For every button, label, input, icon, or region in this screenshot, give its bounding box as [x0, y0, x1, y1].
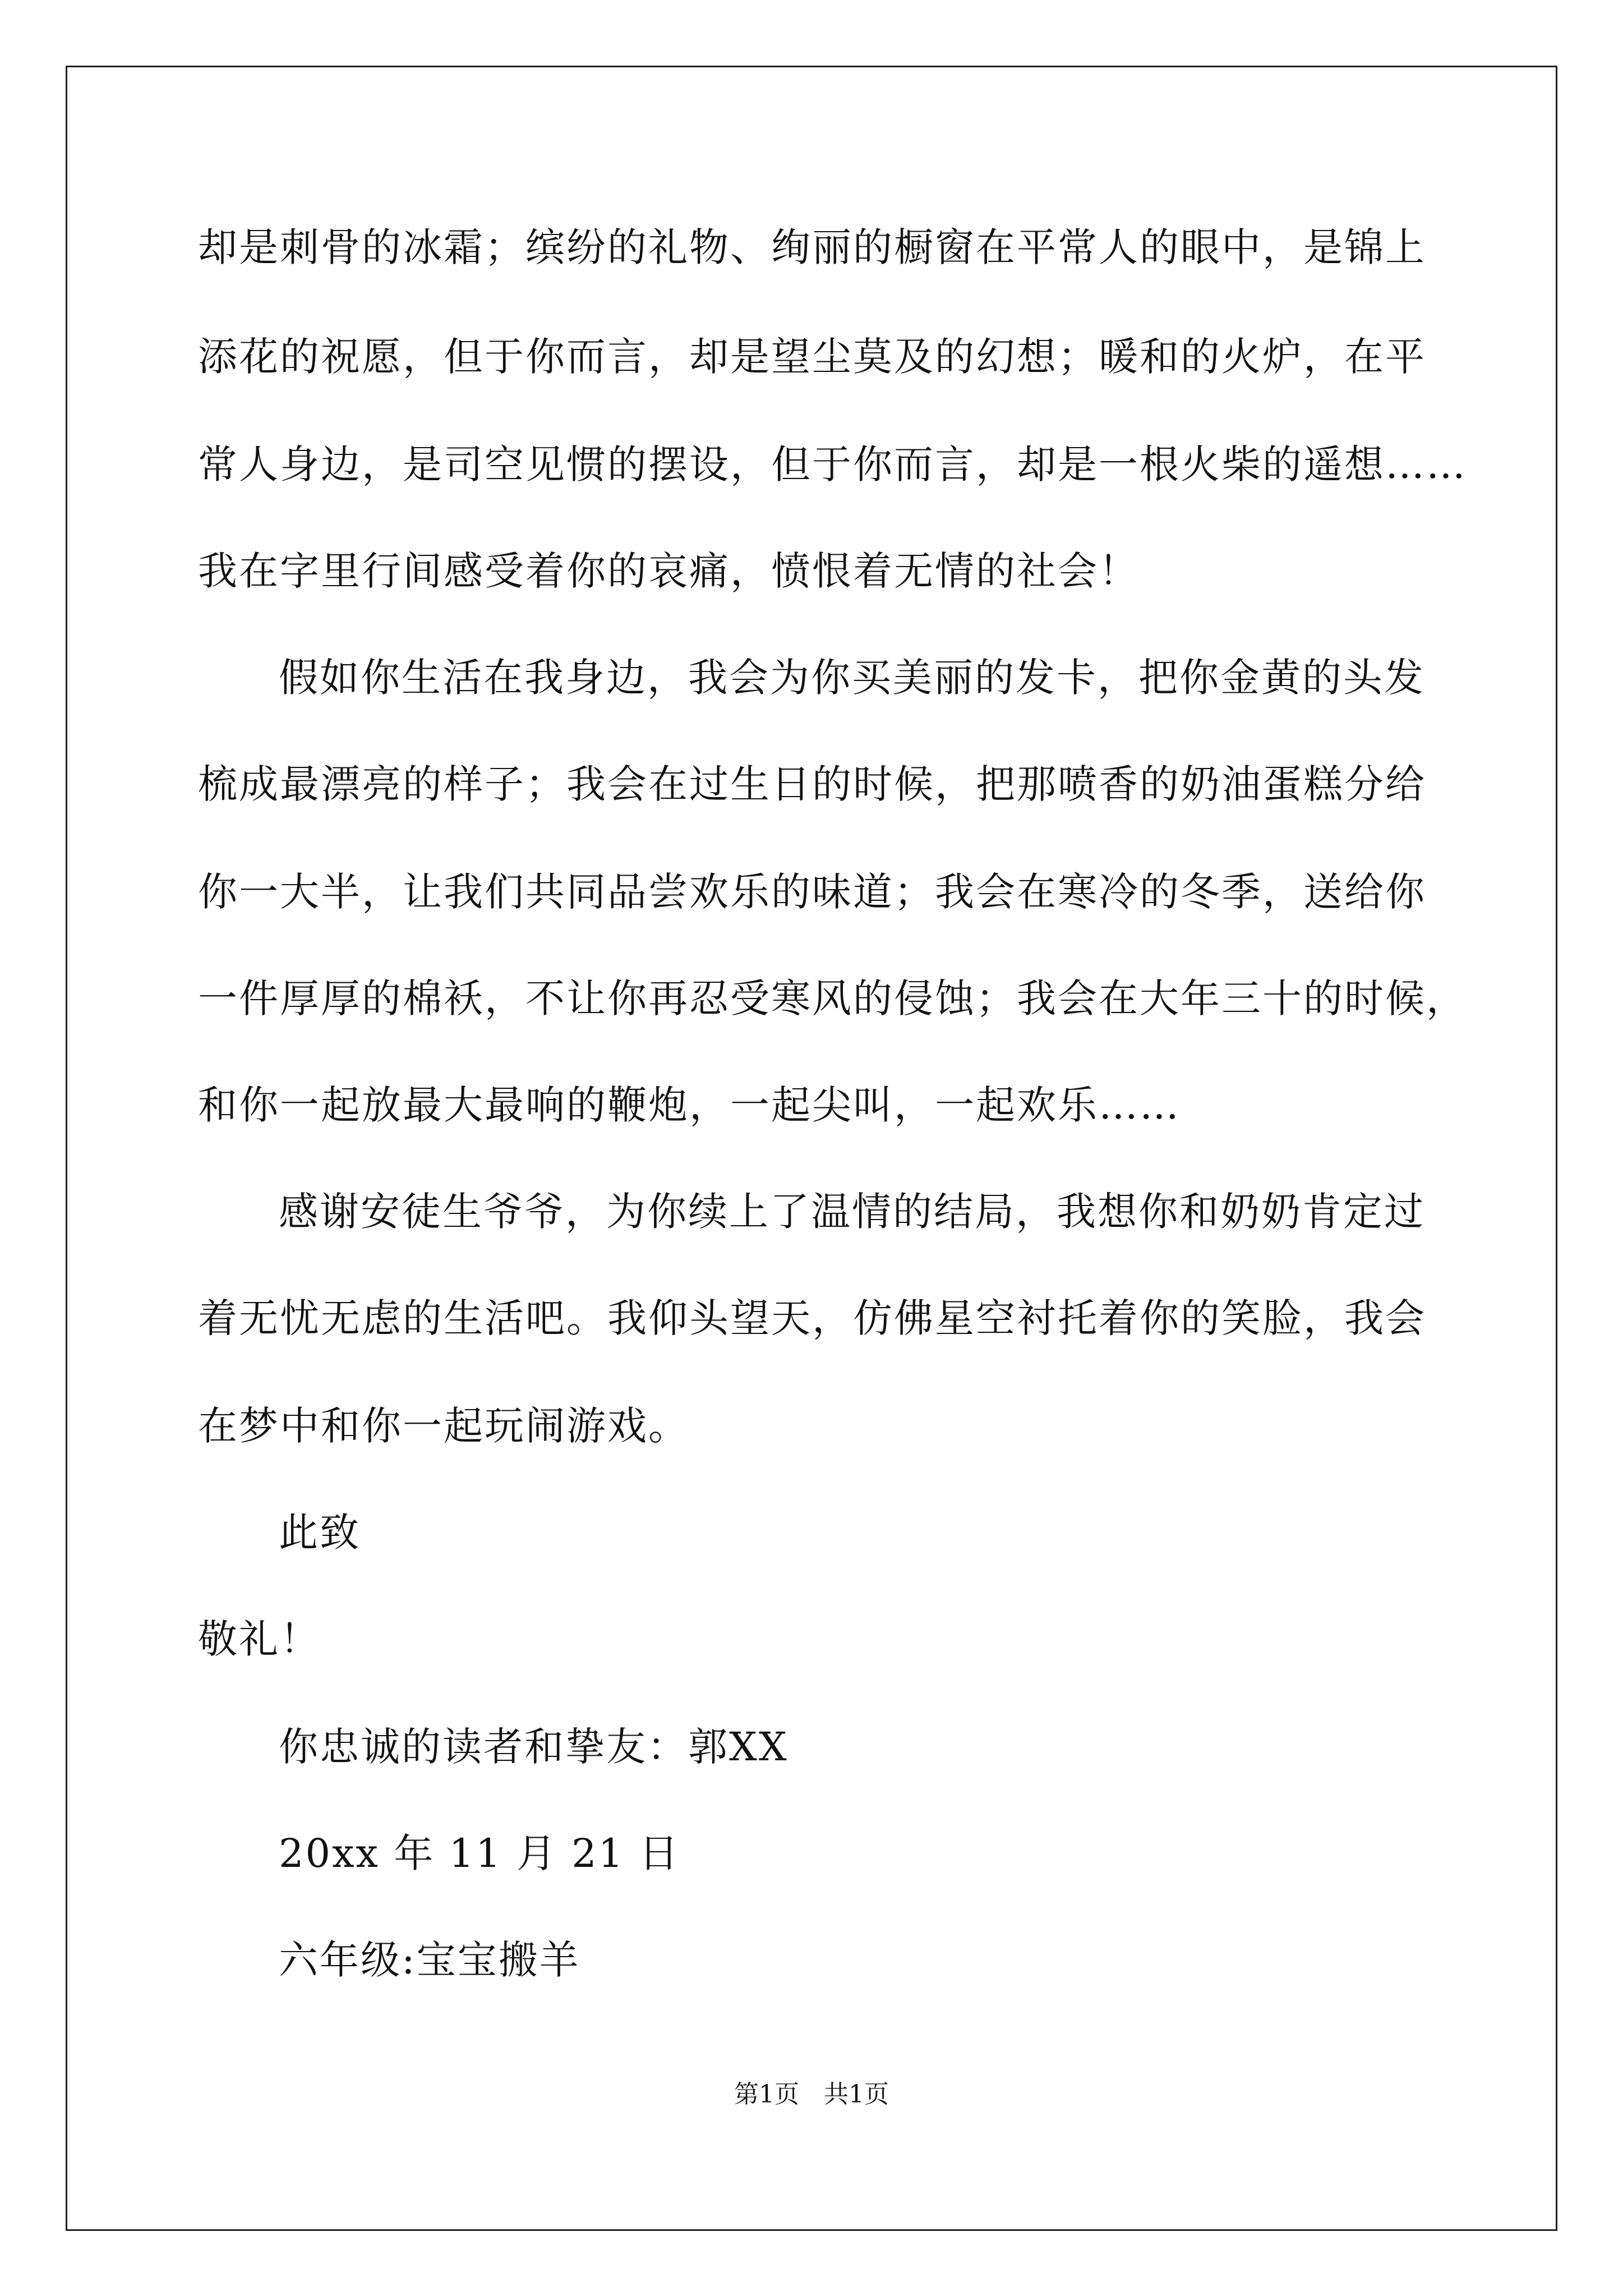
page-border — [66, 66, 1557, 2231]
text-line: 和你一起放最大最响的鞭炮，一起尖叫，一起欢乐…… — [198, 1082, 1181, 1128]
text-line: 一件厚厚的棉袄，不让你再忍受寒风的侵蚀；我会在大年三十的时候， — [198, 976, 1467, 1022]
page-footer: 第1页 共1页 — [734, 2080, 889, 2109]
author-grade: 六年级:宝宝搬羊 — [279, 1937, 580, 1983]
paragraph-start: 假如你生活在我身边，我会为你买美丽的发卡，把你金黄的头发 — [279, 655, 1425, 701]
text-line: 你一大半，让我们共同品尝欢乐的味道；我会在寒冷的冬季，送给你 — [198, 869, 1426, 915]
text-line: 着无忧无虑的生活吧。我仰头望天，仿佛星空衬托着你的笑脸，我会 — [198, 1295, 1426, 1341]
text-line: 却是刺骨的冰霜；缤纷的礼物、绚丽的橱窗在平常人的眼中，是锦上 — [198, 224, 1426, 270]
signature: 你忠诚的读者和挚友：郭XX — [279, 1724, 789, 1770]
salutation: 敬礼！ — [198, 1616, 321, 1662]
text-line: 我在字里行间感受着你的哀痛，愤恨着无情的社会！ — [198, 548, 1140, 594]
paragraph-start: 感谢安徒生爷爷，为你续上了温情的结局，我想你和奶奶肯定过 — [279, 1189, 1425, 1235]
closing-phrase: 此致 — [279, 1510, 361, 1556]
text-line: 在梦中和你一起玩闹游戏。 — [198, 1403, 689, 1449]
date: 20xx 年 11 月 21 日 — [279, 1830, 680, 1876]
text-line: 添花的祝愿，但于你而言，却是望尘莫及的幻想；暖和的火炉，在平 — [198, 334, 1426, 380]
text-line: 梳成最漂亮的样子；我会在过生日的时候，把那喷香的奶油蛋糕分给 — [198, 761, 1426, 807]
text-line: 常人身边，是司空见惯的摆设，但于你而言，却是一根火柴的遥想…… — [198, 441, 1467, 487]
